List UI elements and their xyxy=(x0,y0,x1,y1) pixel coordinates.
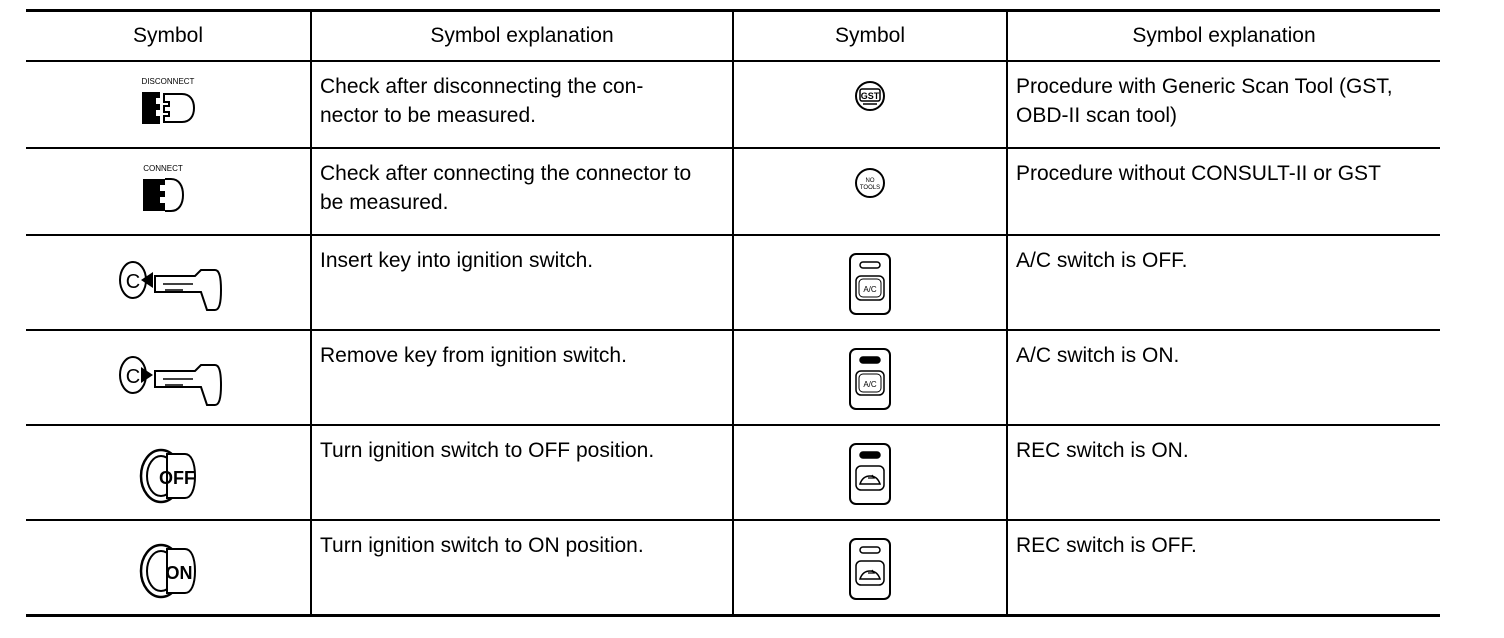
symbol-cell xyxy=(26,425,311,520)
table-row xyxy=(26,330,1440,425)
gst-scan-tool-icon xyxy=(853,79,887,113)
symbol-cell xyxy=(733,61,1007,148)
symbol-cell xyxy=(26,330,311,425)
symbol-cell xyxy=(733,235,1007,330)
explanation-text: Procedure with Generic Scan Tool (GST, OBD-II scan tool) xyxy=(1016,75,1393,127)
symbol-explanation-cell xyxy=(1007,61,1440,148)
no-tools-icon xyxy=(853,166,887,200)
header-symbol: Symbol xyxy=(733,11,1007,62)
svg-text:NO: NO xyxy=(865,178,875,184)
svg-text:A/C: A/C xyxy=(863,285,877,294)
symbol-explanation-cell xyxy=(1007,235,1440,330)
ignition-off-icon xyxy=(133,440,203,510)
symbol-cell xyxy=(733,148,1007,235)
table-row xyxy=(26,425,1440,520)
symbol-explanation-cell xyxy=(311,235,733,330)
svg-text:CONNECT: CONNECT xyxy=(143,164,183,173)
explanation-text: Turn ignition switch to OFF position. xyxy=(320,439,655,462)
explanation-text: A/C switch is OFF. xyxy=(1016,249,1188,272)
symbol-explanation-cell xyxy=(1007,425,1440,520)
symbol-cell xyxy=(26,520,311,615)
insert-key-icon xyxy=(113,250,223,320)
symbol-explanation-cell xyxy=(311,61,733,148)
ignition-on-icon xyxy=(133,535,203,605)
svg-text:GST: GST xyxy=(860,91,880,101)
svg-text:ON: ON xyxy=(165,563,193,583)
symbol-explanation-cell xyxy=(1007,520,1440,615)
explanation-text: A/C switch is ON. xyxy=(1016,344,1180,367)
svg-text:DISCONNECT: DISCONNECT xyxy=(141,77,195,86)
header-symbol: Symbol xyxy=(26,11,311,62)
symbol-table xyxy=(26,9,1440,617)
table-row xyxy=(26,61,1440,148)
connect-connector-icon xyxy=(133,163,203,223)
rec-switch-on-icon xyxy=(848,442,892,506)
svg-text:TOOLS: TOOLS xyxy=(859,185,881,191)
symbol-explanation-cell xyxy=(311,425,733,520)
symbol-cell xyxy=(26,148,311,235)
explanation-text: Check after disconnecting the con- nector to be measured. xyxy=(320,75,644,127)
symbol-explanation-cell xyxy=(311,148,733,235)
explanation-text: REC switch is ON. xyxy=(1016,439,1189,462)
symbol-explanation-cell xyxy=(1007,330,1440,425)
explanation-text: Insert key into ignition switch. xyxy=(320,249,594,272)
svg-text:C: C xyxy=(125,271,141,293)
header-symbol-explanation: Symbol explanation xyxy=(1007,11,1440,62)
symbol-explanation-cell xyxy=(1007,148,1440,235)
ac-switch-on-icon xyxy=(848,347,892,411)
explanation-text: Procedure without CONSULT-II or GST xyxy=(1016,162,1381,185)
explanation-text: Turn ignition switch to ON position. xyxy=(320,534,644,557)
explanation-text: Check after connecting the connector to be measured. xyxy=(320,162,692,214)
disconnect-connector-icon xyxy=(128,76,208,136)
svg-text:OFF: OFF xyxy=(159,468,195,488)
symbol-cell xyxy=(733,520,1007,615)
symbol-cell xyxy=(733,330,1007,425)
header-symbol-explanation: Symbol explanation xyxy=(311,11,733,62)
symbol-explanation-cell xyxy=(311,520,733,615)
symbol-cell xyxy=(26,235,311,330)
symbol-explanation-cell xyxy=(311,330,733,425)
explanation-text: Remove key from ignition switch. xyxy=(320,344,627,367)
symbol-cell xyxy=(26,61,311,148)
symbol-cell xyxy=(733,425,1007,520)
explanation-text: REC switch is OFF. xyxy=(1016,534,1197,557)
remove-key-icon xyxy=(113,345,223,415)
ac-switch-off-icon xyxy=(848,252,892,316)
table-row xyxy=(26,520,1440,615)
table-row xyxy=(26,148,1440,235)
svg-text:C: C xyxy=(125,366,141,388)
svg-text:A/C: A/C xyxy=(863,380,877,389)
table-row xyxy=(26,235,1440,330)
rec-switch-off-icon xyxy=(848,537,892,601)
header-row xyxy=(26,11,1440,62)
